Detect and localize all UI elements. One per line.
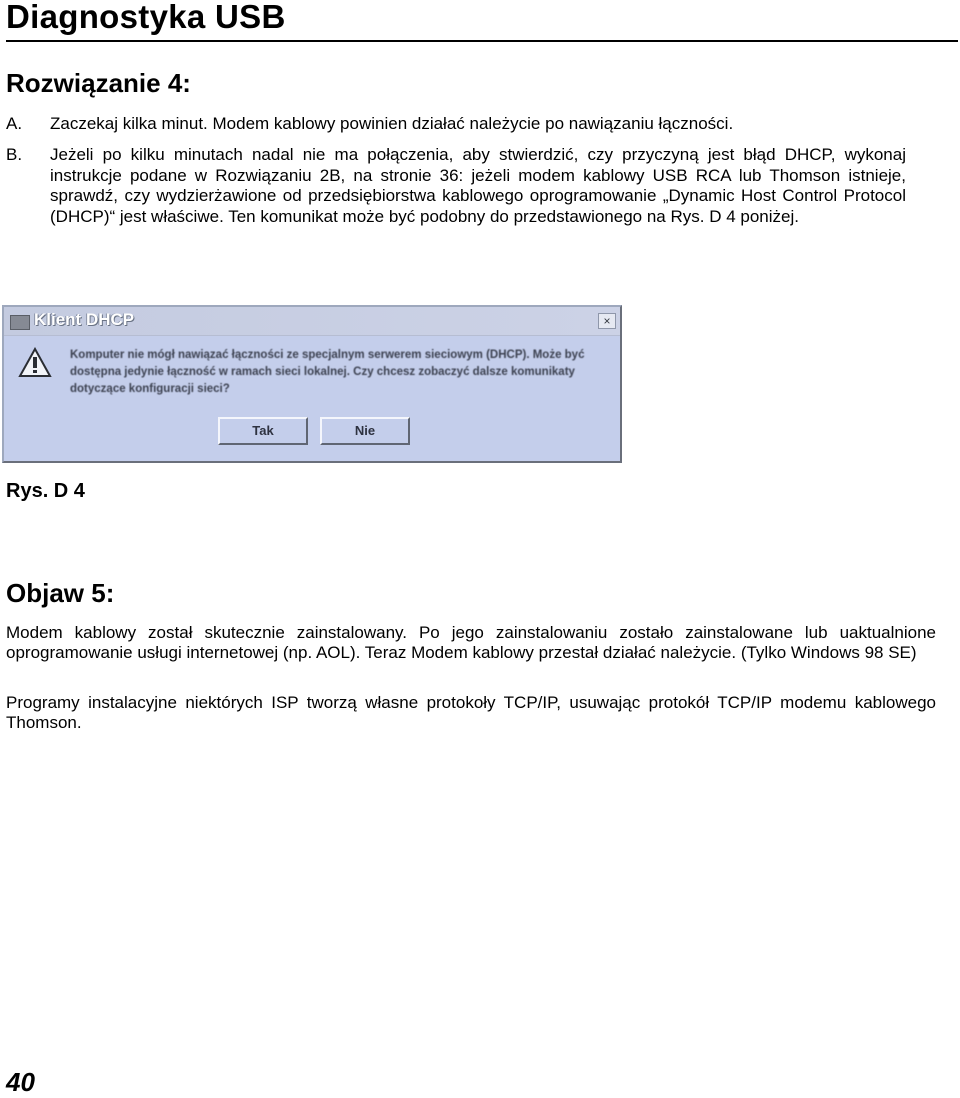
paragraph: Programy instalacyjne niektórych ISP tworzą własne protokoły TCP/IP, usuwając protokół TCP/IP modemu kablowego Thomson. <box>6 693 936 732</box>
list-marker-a: A. <box>6 114 23 133</box>
close-icon[interactable]: × <box>598 313 616 329</box>
list-item-a-text: Zaczekaj kilka minut. Modem kablowy powinien działać należycie po nawiązaniu łączności. <box>50 114 734 133</box>
warning-icon <box>18 347 52 379</box>
yes-button[interactable]: Tak <box>218 417 308 445</box>
section-heading-symptom-5: Objaw 5: <box>6 578 115 608</box>
network-app-icon <box>10 315 30 330</box>
page-number: 40 <box>6 1067 35 1097</box>
title-divider <box>6 40 958 42</box>
page-title: Diagnostyka USB <box>6 0 286 35</box>
dhcp-client-dialog-screenshot <box>2 305 622 463</box>
list-item-b-text: Jeżeli po kilku minutach nadal nie ma połączenia, aby stwierdzić, czy przyczyną jest błąd DHCP, wykonaj instrukcje podane w Rozwiązaniu 2B, na stronie 36: jeżeli modem kablowy USB RCA lub Thomson istnieje, sprawdź, czy wydzierżawione od przedsiębiorstwa kablowego oprogramowanie „Dynamic Host Control Protocol (DHCP)“ jest właściwe. Ten komunikat może być podobny do przedstawionego na Rys. D 4 poniżej. <box>50 145 906 226</box>
list-marker-b: B. <box>6 145 23 164</box>
dialog-title: Klient DHCP <box>34 310 135 329</box>
dialog-message: Komputer nie mógł nawiązać łączności ze specjalnym serwerem sieciowym (DHCP). Może być dostępna jedynie łączność w ramach sieci lokalnej. Czy chcesz zobaczyć dalsze komunikaty dotyczące konfiguracji sieci? <box>70 349 585 395</box>
dialog-titlebar <box>4 307 620 336</box>
no-button[interactable]: Nie <box>320 417 410 445</box>
figure-caption: Rys. D 4 <box>6 480 85 502</box>
paragraph: Modem kablowy został skutecznie zainstalowany. Po jego zainstalowaniu zostało zainstalowane lub uaktualnione oprogramowanie usługi internetowej (np. AOL). Teraz Modem kablowy przestał działać należycie. (Tylko Windows 98 SE) <box>6 623 936 662</box>
section-heading-solution-4: Rozwiązanie 4: <box>6 68 191 98</box>
